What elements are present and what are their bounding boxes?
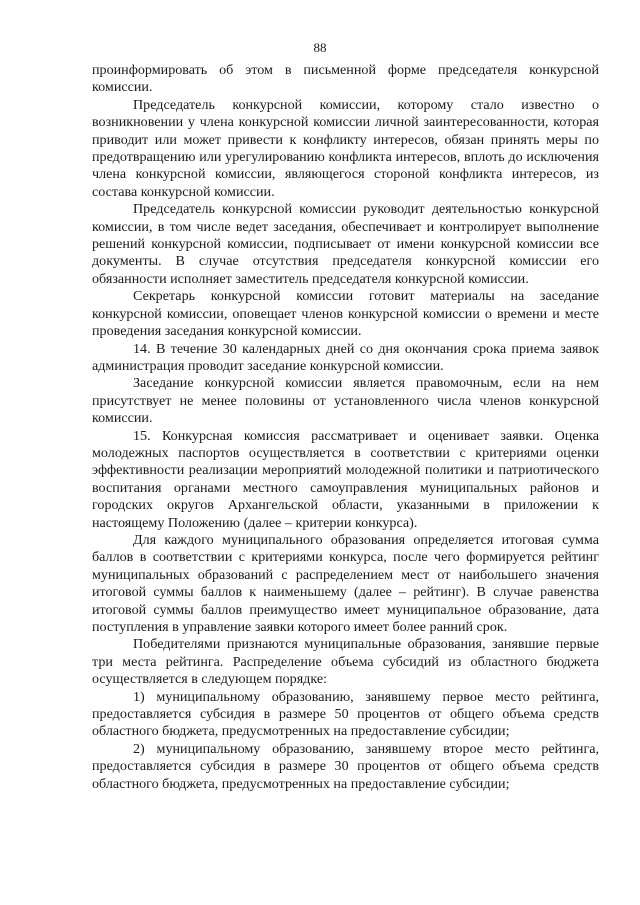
page-number: 88 bbox=[313, 40, 327, 55]
paragraph-winners: Победителями признаются муниципальные образования, занявшие первые три места рейтинга. Распределение объема субсидий из областного бюджета осуществляется в следующем порядке: bbox=[92, 636, 599, 688]
list-item-first-place: 1) муниципальному образованию, занявшему первое место рейтинга, предоставляется субсидия в размере 50 процентов от общего объема средств областного бюджета, предусмотренных на предоставление субсидии; bbox=[92, 688, 599, 740]
paragraph-continuation: проинформировать об этом в письменной форме председателя конкурсной комиссии. bbox=[92, 62, 599, 96]
paragraph-rating: Для каждого муниципального образования определяется итоговая сумма баллов в соответствии с критериями конкурса, после чего формируется рейтинг муниципальных образований с распределением мест от наибольшего значения итоговой суммы баллов к наименьшему (далее – рейтинг). В случае равенства итоговой суммы баллов преимущество имеет муниципальное образование, дата поступления в управление заявки которого имеет более ранний срок. bbox=[92, 531, 599, 635]
paragraph-clause-15: 15. Конкурсная комиссия рассматривает и оценивает заявки. Оценка молодежных паспортов осуществляется в соответствии с критериями оценки эффективности реализации мероприятий молодежной политики и патриотического воспитания органами местного самоуправления муниципальных районов и городских округов Архангельской области, указанными в приложении к настоящему Положению (далее – критерии конкурса). bbox=[92, 427, 599, 531]
paragraph-chairman-conflict: Председатель конкурсной комиссии, которому стало известно о возникновении у члена конкурсной комиссии личной заинтересованности, которая приводит или может привести к конфликту интересов, обязан принять меры по предотвращению или урегулированию конфликта интересов, вплоть до исключения члена конкурсной комиссии, являющегося стороной конфликта интересов, из состава конкурсной комиссии. bbox=[92, 96, 599, 200]
list-item-second-place: 2) муниципальному образованию, занявшему второе место рейтинга, предоставляется субсидия в размере 30 процентов от общего объема средств областного бюджета, предусмотренных на предоставление субсидии; bbox=[92, 740, 599, 792]
paragraph-chairman-duties: Председатель конкурсной комиссии руководит деятельностью конкурсной комиссии, в том числе ведет заседания, обеспечивает и контролирует выполнение решений конкурсной комиссии, подписывает от имени конкурсной комиссии все документы. В случае отсутствия председателя конкурсной комиссии его обязанности исполняет заместитель председателя конкурсной комиссии. bbox=[92, 201, 599, 287]
document-body bbox=[92, 62, 599, 793]
paragraph-secretary-duties: Секретарь конкурсной комиссии готовит материалы на заседание конкурсной комиссии, оповещает членов конкурсной комиссии о времени и месте проведения заседания конкурсной комиссии. bbox=[92, 288, 599, 340]
paragraph-quorum: Заседание конкурсной комиссии является правомочным, если на нем присутствует не менее половины от установленного числа членов конкурсной комиссии. bbox=[92, 375, 599, 427]
paragraph-clause-14: 14. В течение 30 календарных дней со дня окончания срока приема заявок администрация проводит заседание конкурсной комиссии. bbox=[92, 340, 599, 374]
